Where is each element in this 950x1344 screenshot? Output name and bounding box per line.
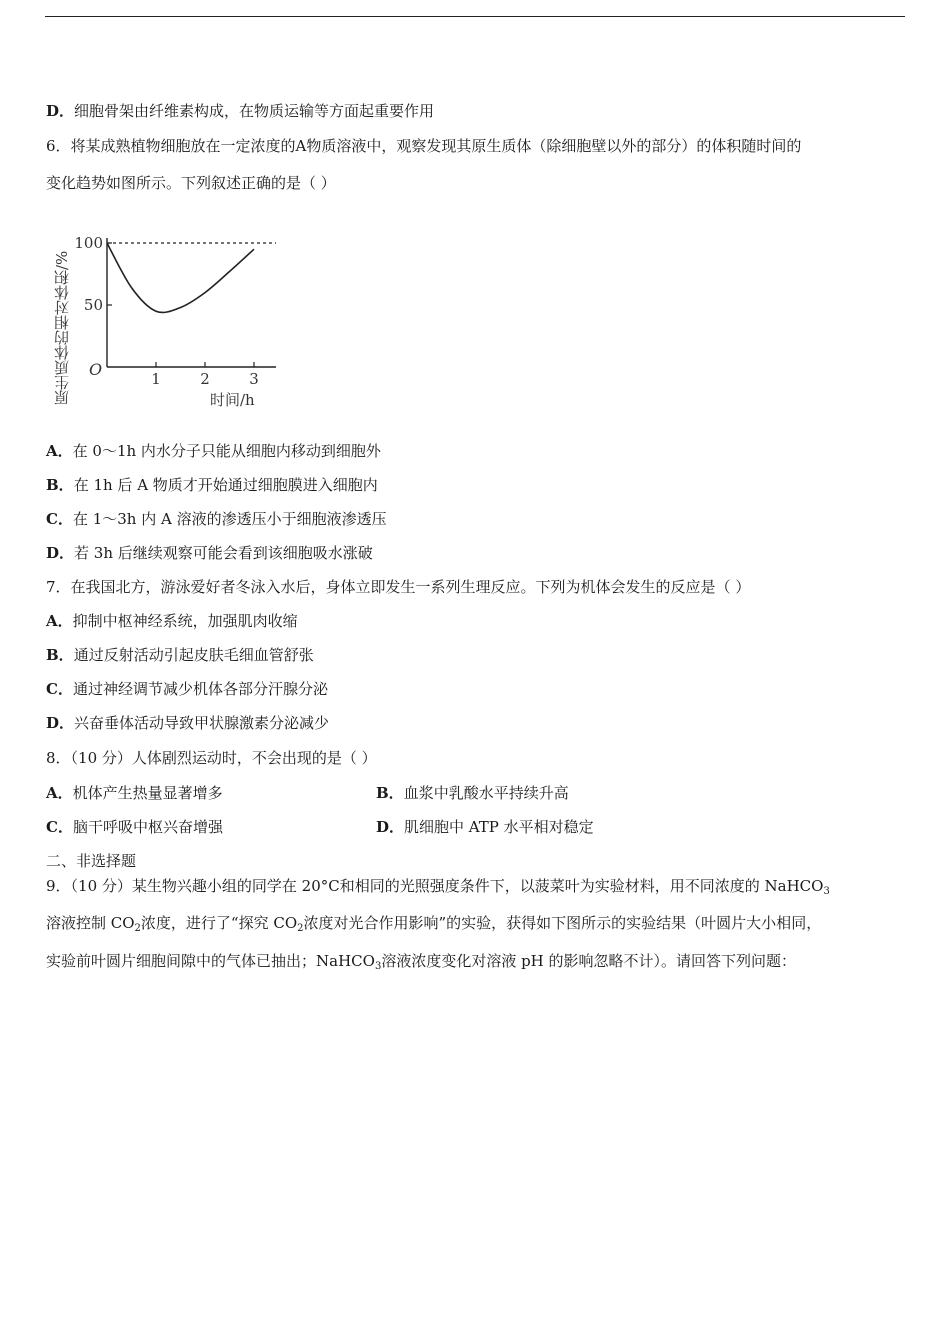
- question-number: 6．: [46, 137, 71, 155]
- q6-stem-line2: [46, 173, 336, 193]
- q7-option-c: C．通过神经调节减少机体各部分汗腺分泌: [46, 680, 328, 698]
- q8-stem: 8．（10 分）人体剧烈运动时，不会出现的是（ ）: [46, 749, 377, 767]
- question-text: 变化趋势如图所示。下列叙述正确的是（ ）: [46, 174, 336, 192]
- y-tick-label: 100: [74, 234, 103, 252]
- graph-svg: [50, 205, 312, 415]
- volume-time-graph: [50, 205, 312, 415]
- q7-stem: 7．在我国北方，游泳爱好者冬泳入水后，身体立即发生一系列生理反应。下列为机体会发生的反应是（ ）: [46, 578, 751, 596]
- q8-option-d: D．肌细胞中 ATP 水平相对稳定: [376, 818, 594, 836]
- q8-option-a: A．机体产生热量显著增多: [46, 784, 223, 802]
- x-axis-label: 时间/h: [210, 391, 255, 409]
- q6-option-d: D．若 3h 后继续观察可能会看到该细胞吸水涨破: [46, 544, 373, 562]
- volume-curve: [107, 243, 254, 312]
- q9-line2: 溶液控制 $CO_2$浓度，进行了“探究 $CO_2$浓度对光合作用影响”的实验，获得如下图所示的实验结果（叶圆片大小相同，: [46, 914, 822, 934]
- option-label: D．: [46, 102, 75, 120]
- x-tick-label: 1: [151, 370, 161, 388]
- x-tick-label: 2: [200, 370, 210, 388]
- option-d-prev: [46, 101, 434, 121]
- q6-stem-line1: [46, 136, 801, 156]
- y-axis-label: 原生质体的相对体积/%: [53, 250, 71, 405]
- x-tick-label: 3: [249, 370, 259, 388]
- section-heading: 二、非选择题: [46, 852, 137, 870]
- q7-option-d: D．兴奋垂体活动导致甲状腺激素分泌减少: [46, 714, 330, 732]
- option-text: 细胞骨架由纤维素构成，在物质运输等方面起重要作用: [74, 102, 435, 120]
- q6-option-c: C．在 1～3h 内 A 溶液的渗透压小于细胞液渗透压: [46, 510, 387, 528]
- question-text: 将某成熟植物细胞放在一定浓度的A物质溶液中，观察发现其原生质体（除细胞壁以外的部分）的体积随时间的: [70, 137, 802, 155]
- origin-label: O: [89, 360, 103, 379]
- q8-option-c: C．脑干呼吸中枢兴奋增强: [46, 818, 223, 836]
- y-tick-label: 50: [83, 296, 103, 314]
- q6-option-a: A．在 0～1h 内水分子只能从细胞内移动到细胞外: [46, 442, 381, 460]
- q6-option-b: B．在 1h 后 A 物质才开始通过细胞膜进入细胞内: [46, 476, 378, 494]
- q8-option-b: B．血浆中乳酸水平持续升高: [376, 784, 569, 802]
- q7-option-a: A．抑制中枢神经系统，加强肌肉收缩: [46, 612, 298, 630]
- q9-line1: 9．（10 分）某生物兴趣小组的同学在 20°C和相同的光照强度条件下，以菠菜叶为实验材料，用不同浓度的 NaHCO$_3$: [46, 877, 830, 897]
- q9-line3: 实验前叶圆片细胞间隙中的气体已抽出；NaHCO$_3$溶液浓度变化对溶液 pH 的影响忽略不计）。请回答下列问题：: [46, 952, 797, 972]
- q7-option-b: B．通过反射活动引起皮肤毛细血管舒张: [46, 646, 314, 664]
- header-rule: [45, 16, 905, 17]
